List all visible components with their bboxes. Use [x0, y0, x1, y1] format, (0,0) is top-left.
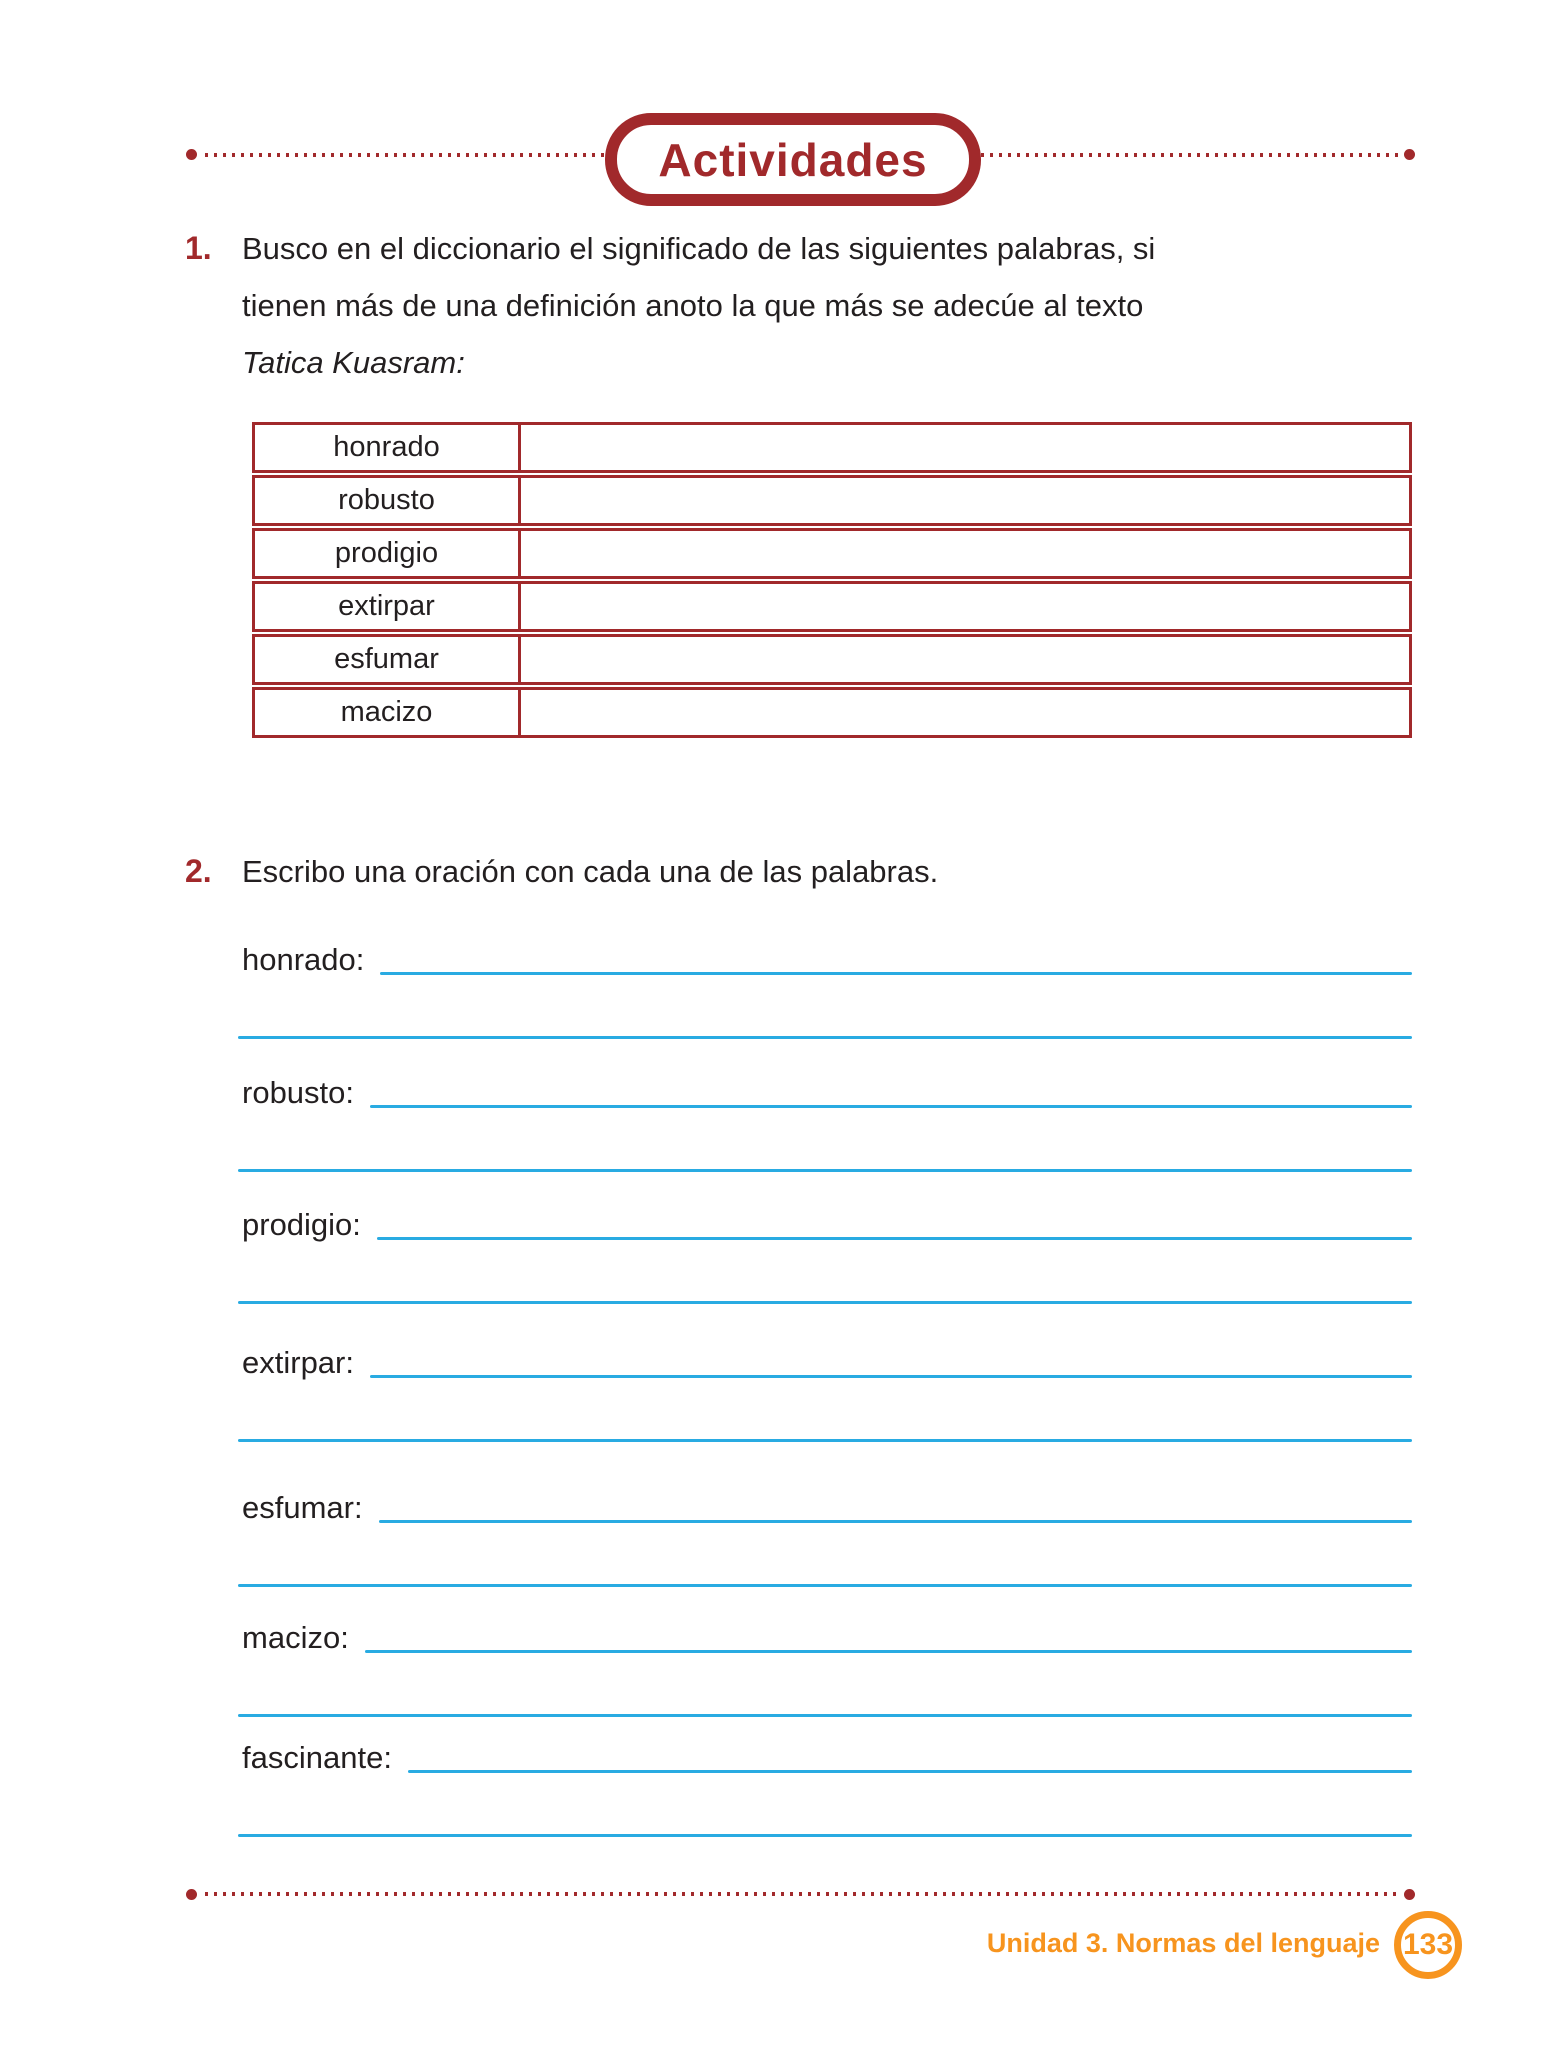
- answer-line-continuation: [238, 1714, 1412, 1717]
- table-row: [252, 422, 1412, 473]
- table-row: [252, 687, 1412, 738]
- dotted-rule-bottom: [205, 1892, 1400, 1896]
- definition-blank-cell: [521, 690, 1409, 735]
- sentence-entry: [242, 1739, 1412, 1775]
- definition-blank-cell: [521, 584, 1409, 629]
- activity1-number: 1.: [185, 230, 212, 266]
- answer-line: [380, 972, 1412, 975]
- definition-blank-cell: [521, 478, 1409, 523]
- activity2-instruction: Escribo una oración con cada una de las palabras.: [242, 854, 939, 889]
- answer-line-continuation: [238, 1834, 1412, 1837]
- answer-line: [365, 1650, 1412, 1653]
- sentence-entry: [242, 1619, 1412, 1655]
- page-number: 133: [1402, 1928, 1454, 1961]
- answer-line: [370, 1105, 1412, 1108]
- table-row: [252, 634, 1412, 685]
- activity1-instruction-line1: Busco en el diccionario el significado de las siguientes palabras, si: [242, 231, 1156, 266]
- sentence-entry: [242, 1074, 1412, 1110]
- entry-word-label: fascinante:: [242, 1740, 392, 1775]
- definition-blank-cell: [521, 531, 1409, 576]
- answer-line-continuation: [238, 1036, 1412, 1039]
- entry-word-label: extirpar:: [242, 1345, 354, 1380]
- word-cell: honrado: [255, 425, 521, 470]
- actividades-badge: [605, 113, 981, 206]
- word-cell: macizo: [255, 690, 521, 735]
- activity2-number: 2.: [185, 853, 212, 889]
- entry-word-label: esfumar:: [242, 1490, 363, 1525]
- rule-end-dot-right: [1404, 1889, 1415, 1900]
- table-row: [252, 581, 1412, 632]
- page-number-circle: [1394, 1911, 1462, 1979]
- sentence-entry: [242, 1344, 1412, 1380]
- table-row: [252, 475, 1412, 526]
- answer-line-continuation: [238, 1439, 1412, 1442]
- definition-blank-cell: [521, 637, 1409, 682]
- answer-line: [377, 1237, 1412, 1240]
- answer-line: [408, 1770, 1412, 1773]
- sentence-entry: [242, 941, 1412, 977]
- activity1-instruction-title-ref: Tatica Kuasram:: [242, 345, 465, 380]
- entry-word-label: macizo:: [242, 1620, 349, 1655]
- table-row: [252, 528, 1412, 579]
- sentence-entry: [242, 1206, 1412, 1242]
- entry-word-label: robusto:: [242, 1075, 355, 1110]
- answer-line: [379, 1520, 1412, 1523]
- entry-word-label: prodigio:: [242, 1207, 361, 1242]
- activity1-instruction: [242, 220, 1155, 391]
- answer-line-continuation: [238, 1584, 1412, 1587]
- unit-footer-label: Unidad 3. Normas del lenguaje: [986, 1928, 1380, 1958]
- rule-end-dot-left: [186, 149, 197, 160]
- rule-end-dot-left: [186, 1889, 197, 1900]
- answer-line: [370, 1375, 1412, 1378]
- rule-end-dot-right: [1404, 149, 1415, 160]
- definition-table: [252, 422, 1412, 738]
- entry-word-label: honrado:: [242, 942, 365, 977]
- activity1-instruction-line2: tienen más de una definición anoto la que más se adecúe al texto: [242, 288, 1144, 323]
- definition-blank-cell: [521, 425, 1409, 470]
- answer-line-continuation: [238, 1301, 1412, 1304]
- dotted-rule-top-right: [981, 153, 1400, 157]
- word-cell: robusto: [255, 478, 521, 523]
- word-cell: prodigio: [255, 531, 521, 576]
- badge-title: Actividades: [658, 133, 928, 186]
- word-cell: extirpar: [255, 584, 521, 629]
- dotted-rule-top-left: [205, 153, 605, 157]
- word-cell: esfumar: [255, 637, 521, 682]
- answer-line-continuation: [238, 1169, 1412, 1172]
- sentence-entry: [242, 1489, 1412, 1525]
